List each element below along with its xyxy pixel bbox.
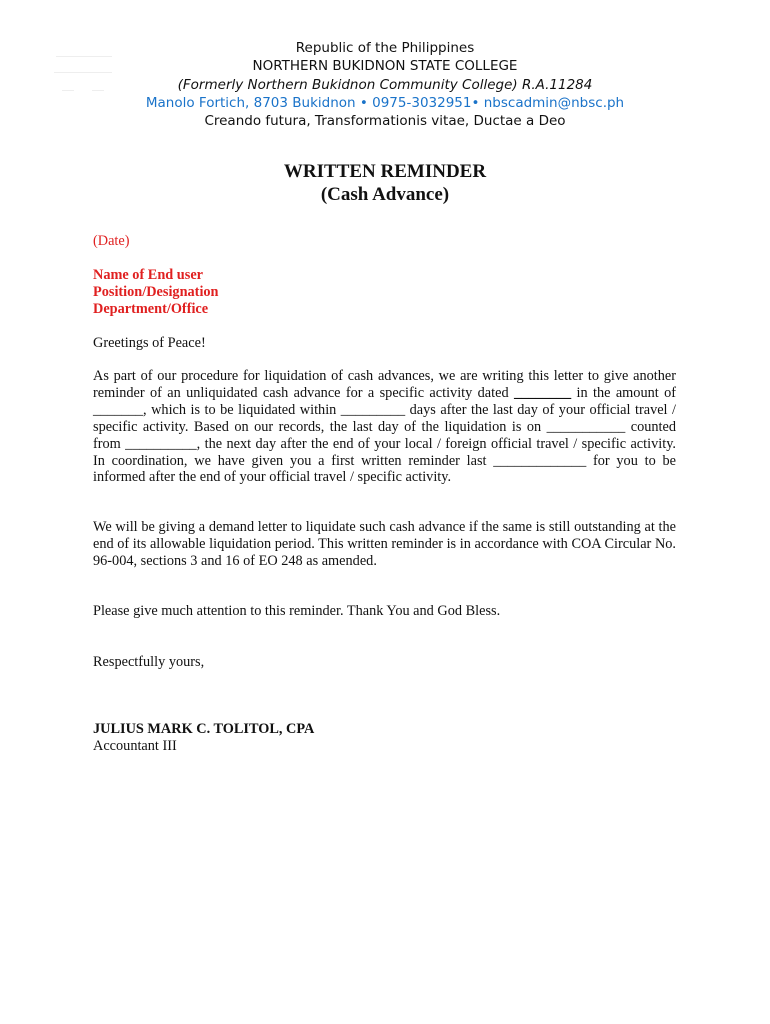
recipient-name: Name of End user [93,267,204,283]
signature-block [93,721,676,755]
greeting [93,335,676,352]
letterhead-motto: Creando futura, Transformationis vitae, Ductae a Deo [204,113,566,130]
recipient-block [93,267,676,318]
paragraph-1-text [93,368,676,486]
letterhead-contact: Manolo Fortich, 8703 Bukidnon • 0975-3032951• nbscadmin@nbsc.ph [145,94,625,111]
paragraph-1 [93,368,676,486]
paragraph-3-text: Please give much attention to this reminder. Thank You and God Bless. [93,603,501,619]
letterhead-college-name: NORTHERN BUKIDNON STATE COLLEGE [252,58,518,75]
greeting-text: Greetings of Peace! [93,335,206,351]
letterhead-former-name: (Formerly Northern Bukidnon Community College) R.A.11284 [177,76,593,93]
paragraph-3 [93,603,676,620]
paragraph-1-part-2: in the amount of _______, which is to be liquidated within _________ days after the last day of your official travel / specific activity. Based on our records, the last day of the liquidation is on ___________ counted from __________, the next day after the end of your local / foreign official travel / specific activity. In coordination, we have given you a first written reminder last _____________ for you to be informed after the end of your official travel / specific activity. [93,384,676,486]
activity-date-blank: ________ [513,384,572,401]
title-sub: (Cash Advance) [320,184,450,205]
closing [93,654,676,671]
letterhead-republic: Republic of the Philippines [295,40,475,56]
title-main: WRITTEN REMINDER [283,161,487,182]
paragraph-1-part-1: As part of our procedure for liquidation of cash advances, we are writing this letter to give another reminder of an unliquidated cash advance for a specific activity dated [93,368,676,401]
recipient-department: Department/Office [93,300,209,317]
recipient-position: Position/Designation [93,283,219,300]
paragraph-2-text: We will be giving a demand letter to liquidate such cash advance if the same is still outstanding at the end of its allowable liquidation period. This written reminder is in accordance with COA Circular No. 96-004, sections 3 and 16 of EO 248 as amended. [93,519,676,569]
paragraph-2 [93,519,676,570]
document-title [0,160,770,206]
signatory-name: JULIUS MARK C. TOLITOL, CPA [93,721,315,737]
date-placeholder [93,233,676,250]
letterhead [0,39,770,130]
signatory-title: Accountant III [93,737,177,754]
date-text: (Date) [93,233,130,249]
closing-text: Respectfully yours, [93,654,205,670]
